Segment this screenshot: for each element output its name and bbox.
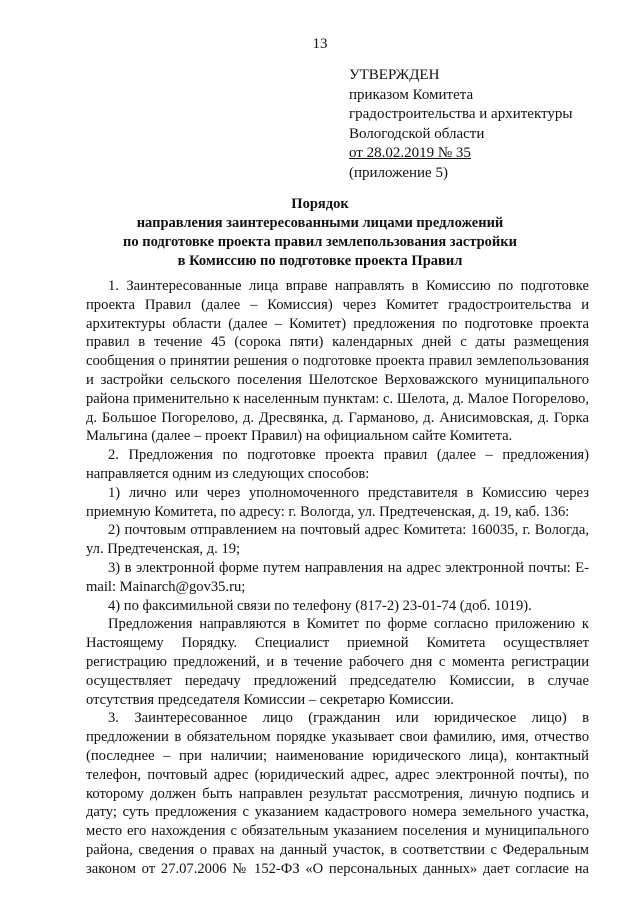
paragraph-1: 1. Заинтересованные лица вправе направлять в Комиссию по подготовке проекта Правил (далее – Комиссия) через Комитет градостроительства и архитектуры области (далее – Комитет) предложения по подготовке проекта правил в течение 45 (сорока пяти) календарных дней с даты размещения сообщения о принятии решения о подготовке проекта правил землепользования и застройки сельского поселения Шелотское Верховажского муниципального района применительно к населенным пунктам: с. Шелота, д. Малое Погорелово, д. Большое Погорелово, д. Дресвянка, д. Гарманово, д. Анисимовская, д. Горка Мальгина (далее – проект Правил) на официальном сайте Комитета. [86, 278, 589, 445]
paragraph-3: 3. Заинтересованное лицо (гражданин или юридическое лицо) в предложении в обязательном порядке указывает свои фамилию, имя, отчество (последнее – при наличии; наименование юридического лица), контактный телефон, почтовый адрес (юридический адрес, адрес электронной почты), по которому должен быть направлен результат рассмотрения, личную подпись и дату; суть предложения с указанием кадастрового номера земельного участка, место его нахождения с обязательным указанием поселения и муниципального района, сведения о правах на данный участок, в соответствии с Федеральным законом от 27.07.2006 № 152-ФЗ «О персональных данных» дает согласие на [86, 710, 589, 877]
heading-line-2: направления заинтересованными лицами предложений [136, 215, 504, 231]
paragraph-2: 2. Предложения по подготовке проекта правил (далее – предложения) направляется одним из следующих способов: [86, 447, 589, 482]
approval-line-2: градостроительства и архитектуры [349, 106, 573, 122]
approval-title: УТВЕРЖДЕН [349, 67, 440, 83]
heading-line-1: Порядок [291, 196, 349, 212]
approval-date-number: от 28.02.2019 № 35 [349, 145, 471, 161]
heading-line-4: в Комиссию по подготовке проекта Правил [177, 253, 463, 269]
approval-block [349, 66, 619, 183]
approval-line-1: приказом Комитета [349, 86, 474, 103]
heading-line-3: по подготовке проекта правил землепользования застройки [123, 234, 517, 250]
paragraph-method-3: 3) в электронной форме путем направления на адрес электронной почты: E-mail: Mainarch@gov35.ru; [86, 559, 589, 595]
paragraph-method-1: 1) лично или через уполномоченного представителя в Комиссию через приемную Комитета, по адресу: г. Вологда, ул. Предтеченская, д. 19, каб. 136: [86, 484, 589, 520]
paragraph-method-4: 4) по факсимильной связи по телефону (817-2) 23-01-74 (доб. 1019). [108, 597, 532, 614]
document-body [86, 277, 589, 879]
paragraph-registration: Предложения направляются в Комитет по форме согласно приложению к Настоящему Порядку. Специалист приемной Комитета осуществляет регистрацию предложений, и в течение рабочего дня с момента регистрации осуществляет передачу предложений председателю Комиссии, в случае отсутствия председателя Комиссии – секретарю Комиссии. [86, 616, 589, 708]
page-number: 13 [312, 36, 328, 52]
paragraph-method-2: 2) почтовым отправлением на почтовый адрес Комитета: 160035, г. Вологда, ул. Предтеченская, д. 19; [86, 522, 589, 558]
approval-appendix: (приложение 5) [349, 164, 448, 181]
document-heading [60, 195, 580, 271]
approval-line-3: Вологодской области [349, 125, 485, 142]
